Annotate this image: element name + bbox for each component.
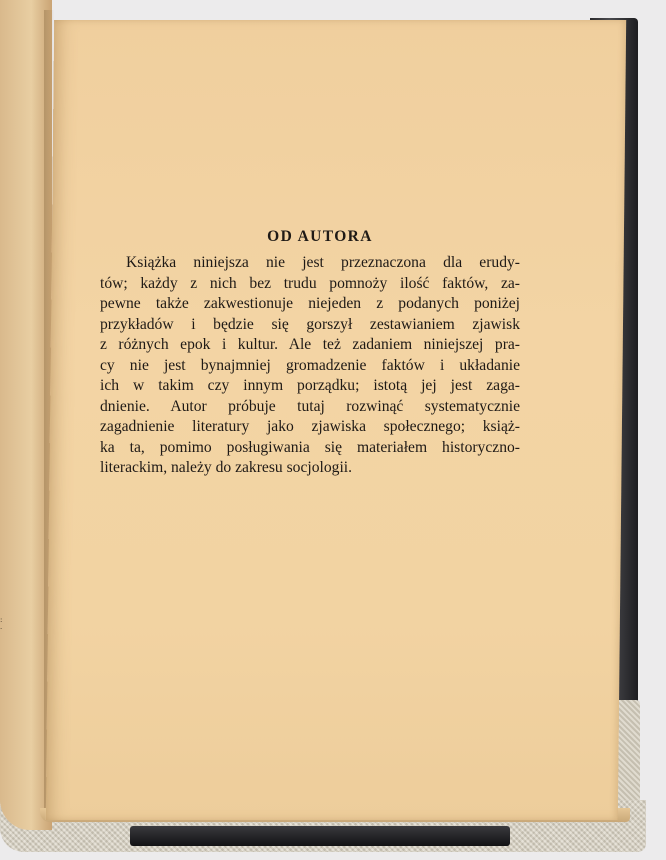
left-margin-marks: : · — [0, 616, 3, 633]
text-line: cy nie jest bynajmniej gromadzenie faktów i układanie — [100, 356, 520, 374]
text-line: pewne także zakwestionuje niejeden z podanych poniżej — [100, 295, 520, 312]
text-line: tów; każdy z nich bez trudu pomnoży ilość faktów, za- — [100, 274, 520, 292]
paragraph — [100, 253, 520, 479]
leather-spine-strip — [130, 826, 510, 846]
text-line: dnienie. Autor próbuje tutaj rozwinąć systematycznie — [100, 397, 520, 415]
page-text — [100, 228, 520, 479]
text-line: literackim, należy do zakresu socjologii. — [100, 459, 353, 476]
text-line: przykładów i będzie się gorszył zestawianiem zjawisk — [100, 315, 520, 333]
text-line: ich w takim czy innym porządku; istotą jej jest zaga- — [100, 377, 520, 394]
chapter-title: OD AUTORA — [267, 228, 373, 245]
text-line: zagadnienie literatury jako zjawiska społecznego; książ- — [100, 418, 520, 435]
text-line: z różnych epok i kultur. Ale też zadaniem niniejszej pra- — [100, 336, 520, 353]
text-line: Książka niniejsza nie jest przeznaczona dla erudy- — [126, 254, 520, 271]
text-line: ka ta, pomimo posługiwania się materiałem historyczno- — [100, 438, 520, 456]
